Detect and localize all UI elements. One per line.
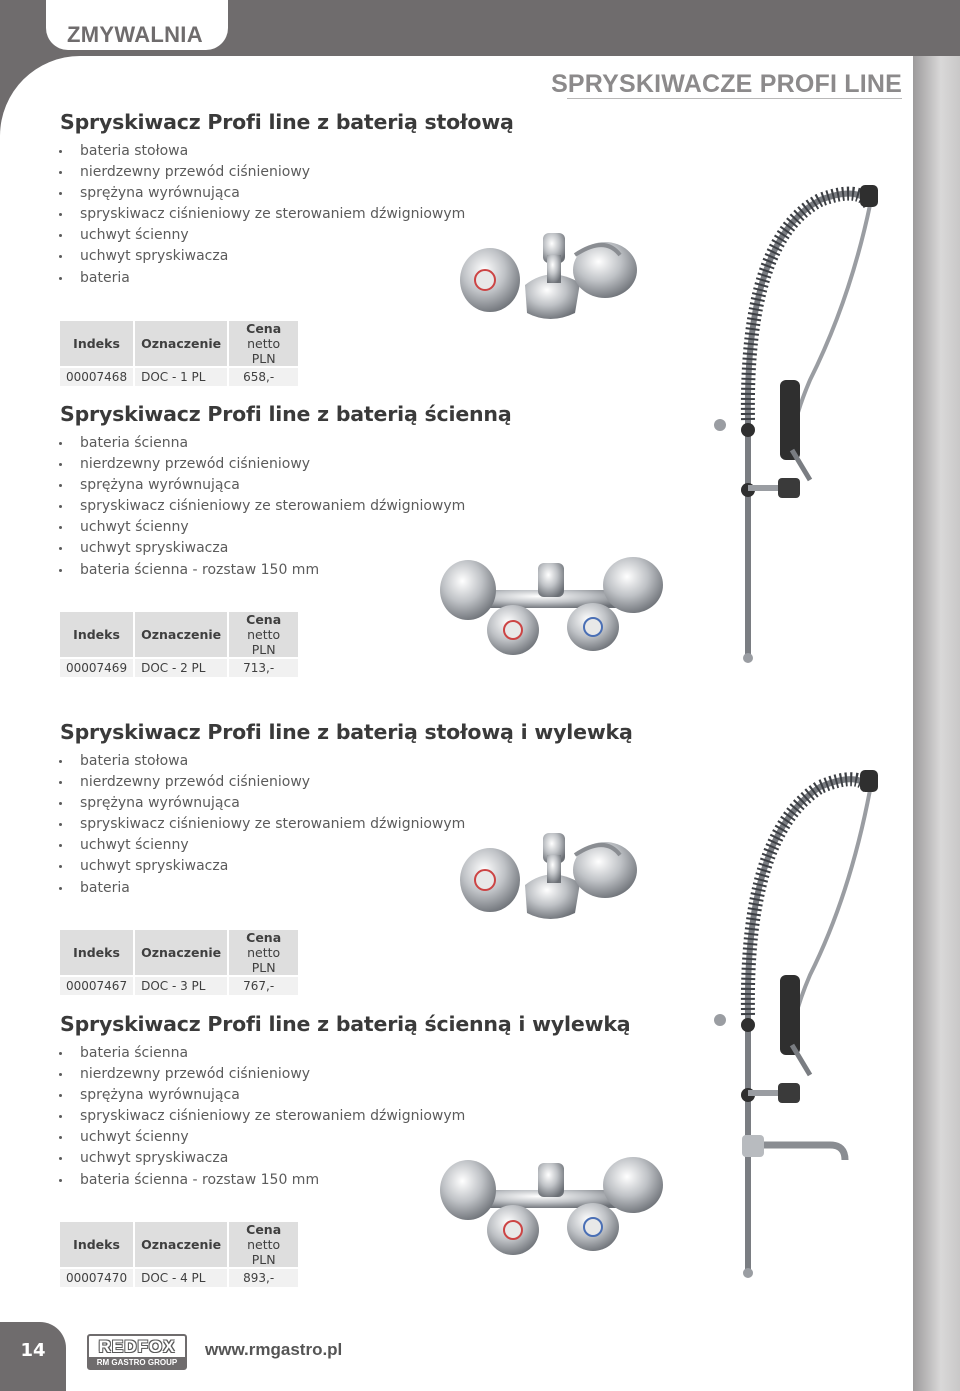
header-price: Cena netto PLN xyxy=(229,1222,298,1267)
website-link[interactable]: www.rmgastro.pl xyxy=(205,1340,343,1359)
table-row xyxy=(60,977,298,995)
cell-index: 00007468 xyxy=(60,368,133,386)
feature-item: sprężyna wyrównująca xyxy=(58,183,458,204)
cell-designation: DOC - 3 PL xyxy=(135,977,227,995)
feature-item: uchwyt spryskiwacza xyxy=(58,1148,458,1169)
table-faucet-image xyxy=(455,225,645,325)
feature-item: uchwyt spryskiwacza xyxy=(58,538,458,559)
feature-item: sprężyna wyrównująca xyxy=(58,475,458,496)
feature-item: nierdzewny przewód ciśnieniowy xyxy=(58,162,458,183)
feature-list xyxy=(58,751,466,899)
feature-item: sprężyna wyrównująca xyxy=(58,793,458,814)
feature-item: uchwyt ścienny xyxy=(58,835,458,856)
category-label: ZMYWALNIA xyxy=(67,22,203,47)
feature-item: spryskiwacz ciśnieniowy ze sterowaniem dźwigniowym xyxy=(58,814,458,835)
feature-item: bateria stołowa xyxy=(58,141,458,162)
redfox-logo: REDFOX RM GASTRO GROUP xyxy=(87,1334,187,1370)
feature-item: sprężyna wyrównująca xyxy=(58,1085,458,1106)
feature-item: bateria ścienna xyxy=(58,433,458,454)
product-title: Spryskiwacz Profi line z baterią ścienną i wylewką xyxy=(60,1012,631,1036)
feature-list xyxy=(58,1043,466,1191)
header-designation: Oznaczenie xyxy=(135,930,227,975)
header-index: Indeks xyxy=(60,612,133,657)
feature-item: spryskiwacz ciśnieniowy ze sterowaniem dźwigniowym xyxy=(58,204,458,225)
feature-item: nierdzewny przewód ciśnieniowy xyxy=(58,1064,458,1085)
feature-item: nierdzewny przewód ciśnieniowy xyxy=(58,454,458,475)
table-row xyxy=(60,659,298,677)
cell-index: 00007469 xyxy=(60,659,133,677)
wall-faucet-image xyxy=(438,545,668,660)
feature-item: spryskiwacz ciśnieniowy ze sterowaniem dźwigniowym xyxy=(58,496,458,517)
header-price: Cena netto PLN xyxy=(229,321,298,366)
header-designation: Oznaczenie xyxy=(135,1222,227,1267)
header-designation: Oznaczenie xyxy=(135,321,227,366)
cell-price: 893,- xyxy=(229,1269,298,1287)
feature-list xyxy=(58,433,466,581)
pre-rinse-spray-unit-image xyxy=(700,180,890,670)
price-table xyxy=(58,319,300,388)
feature-item: bateria xyxy=(58,268,458,289)
price-table xyxy=(58,928,300,997)
wall-faucet-image xyxy=(438,1145,668,1260)
feature-item: bateria ścienna xyxy=(58,1043,458,1064)
price-table xyxy=(58,1220,300,1289)
product-title: Spryskiwacz Profi line z baterią ścienną xyxy=(60,402,512,426)
header-designation: Oznaczenie xyxy=(135,612,227,657)
feature-item: bateria xyxy=(58,878,458,899)
cell-designation: DOC - 4 PL xyxy=(135,1269,227,1287)
header-index: Indeks xyxy=(60,321,133,366)
price-table xyxy=(58,610,300,679)
feature-item: uchwyt ścienny xyxy=(58,517,458,538)
series-divider xyxy=(567,98,902,99)
header-index: Indeks xyxy=(60,930,133,975)
page-edge-shadow xyxy=(912,56,960,1391)
page-number: 14 xyxy=(20,1340,46,1361)
feature-item: spryskiwacz ciśnieniowy ze sterowaniem dźwigniowym xyxy=(58,1106,458,1127)
feature-list xyxy=(58,141,466,289)
cell-price: 658,- xyxy=(229,368,298,386)
table-row xyxy=(60,1269,298,1287)
table-row xyxy=(60,368,298,386)
cell-price: 713,- xyxy=(229,659,298,677)
header-price: Cena netto PLN xyxy=(229,612,298,657)
cell-price: 767,- xyxy=(229,977,298,995)
header-price: Cena netto PLN xyxy=(229,930,298,975)
table-faucet-image xyxy=(455,825,645,925)
feature-item: bateria stołowa xyxy=(58,751,458,772)
feature-item: uchwyt spryskiwacza xyxy=(58,856,458,877)
feature-item: bateria ścienna - rozstaw 150 mm xyxy=(58,560,458,581)
feature-item: uchwyt ścienny xyxy=(58,225,458,246)
product-title: Spryskiwacz Profi line z baterią stołową i wylewką xyxy=(60,720,633,744)
pre-rinse-spray-unit-with-spout-image xyxy=(700,765,890,1285)
series-title: SPRYSKIWACZE PROFI LINE xyxy=(551,70,902,98)
header-index: Indeks xyxy=(60,1222,133,1267)
cell-index: 00007470 xyxy=(60,1269,133,1287)
cell-index: 00007467 xyxy=(60,977,133,995)
feature-item: uchwyt spryskiwacza xyxy=(58,246,458,267)
cell-designation: DOC - 2 PL xyxy=(135,659,227,677)
feature-item: uchwyt ścienny xyxy=(58,1127,458,1148)
cell-designation: DOC - 1 PL xyxy=(135,368,227,386)
feature-item: nierdzewny przewód ciśnieniowy xyxy=(58,772,458,793)
product-title: Spryskiwacz Profi line z baterią stołową xyxy=(60,110,514,134)
feature-item: bateria ścienna - rozstaw 150 mm xyxy=(58,1170,458,1191)
